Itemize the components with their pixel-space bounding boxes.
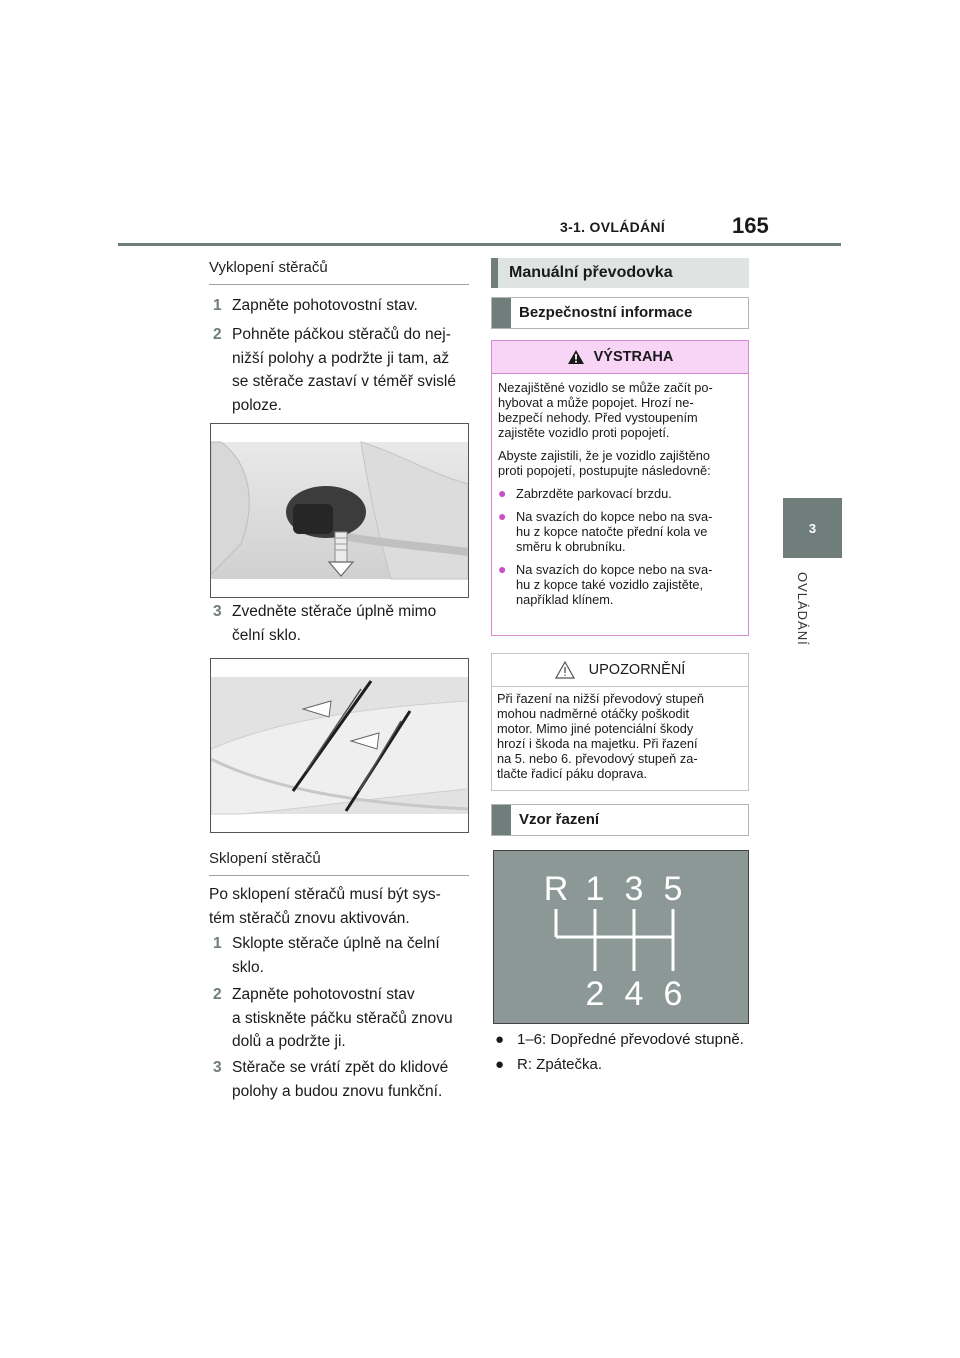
- lower-wipers-heading: Sklopení stěračů: [209, 850, 469, 876]
- chapter-label: OVLÁDÁNÍ: [795, 572, 810, 646]
- bullet-dot-icon: ●: [498, 485, 507, 501]
- warning-bullet: ● Na svazích do kopce nebo na sva- hu z kopce také vozidlo zajistěte, například klínem.: [498, 561, 713, 607]
- wiper-stalk-drawing: [211, 424, 468, 597]
- step-number: 1: [213, 297, 222, 314]
- step-text: Zvedněte stěrače úplně mimo čelní sklo.: [232, 603, 437, 644]
- gear-label-2: 2: [585, 975, 605, 1013]
- lower-step: [213, 1056, 473, 1103]
- raise-step: [213, 600, 473, 647]
- gear-legend-item: ● R: Zpátečka.: [495, 1056, 603, 1073]
- gate-lines: [556, 909, 673, 971]
- safety-info-title: Bezpečnostní informace: [519, 304, 693, 321]
- raise-wipers-heading: Vyklopení stěračů: [209, 259, 469, 285]
- notice-triangle-icon: [555, 661, 575, 679]
- step-text: Zapněte pohotovostní stav.: [232, 297, 418, 314]
- shift-pattern-title: Vzor řazení: [519, 811, 600, 828]
- lower-step: [213, 932, 473, 979]
- chapter-number: 3: [808, 520, 817, 536]
- warning-text: Abyste zajistili, že je vozidlo zajištěno proti popojetí, postupujte následovně:: [498, 448, 711, 478]
- gear-label-4: 4: [624, 975, 644, 1013]
- bullet-dot-icon: ●: [498, 561, 507, 577]
- gear-label-5: 5: [663, 870, 683, 908]
- warning-box: [491, 340, 749, 636]
- step-number: 3: [213, 603, 222, 620]
- gear-label-6: 6: [663, 975, 683, 1013]
- gear-legend-item: ● 1–6: Dopředné převodové stupně.: [495, 1031, 744, 1048]
- bullet-dot-icon: ●: [495, 1056, 505, 1073]
- warning-triangle-icon: [567, 349, 585, 365]
- shift-pattern-heading: [491, 804, 749, 836]
- gear-label-1: 1: [585, 870, 605, 908]
- wiper-stalk-illustration: [210, 423, 469, 598]
- raise-step: [213, 294, 473, 318]
- warning-title: VÝSTRAHA: [593, 348, 674, 365]
- warning-bullet: ● Na svazích do kopce nebo na sva- hu z kopce natočte přední kola ve směru k obrubníku.: [498, 508, 713, 554]
- notice-title: UPOZORNĚNÍ: [588, 661, 686, 678]
- notice-text: Při řazení na nižší převodový stupeň mohou nadměrné otáčky poškodit motor. Mimo jiné potenciální škody hrozí i škoda na majetku. Při řazení na 5. nebo 6. převodový stupeň za- tlačte řadicí páku doprava.: [497, 691, 704, 781]
- step-text: Zapněte pohotovostní stav a stiskněte páčku stěračů znovu dolů a podržte ji.: [232, 986, 453, 1050]
- header-rule: [118, 243, 841, 246]
- chapter-tab[interactable]: [783, 498, 842, 558]
- step-number: 2: [213, 326, 222, 343]
- page-number: 165: [732, 213, 769, 238]
- shift-pattern-drawing: [494, 851, 748, 1023]
- gear-label-3: 3: [624, 870, 644, 908]
- notice-header: [492, 654, 748, 687]
- windshield-drawing: [211, 659, 468, 832]
- gear-label-r: R: [543, 870, 569, 908]
- warning-bullet: ● Zabrzděte parkovací brzdu.: [498, 485, 672, 501]
- raise-step: [213, 323, 473, 417]
- heading-bar: [492, 298, 511, 328]
- wipers-raised-illustration: [210, 658, 469, 833]
- bullet-dot-icon: ●: [495, 1031, 505, 1048]
- bullet-dot-icon: ●: [498, 508, 507, 524]
- step-text: Stěrače se vrátí zpět do klidové polohy a budou znovu funkční.: [232, 1059, 449, 1100]
- safety-info-heading: [491, 297, 749, 329]
- section-title: 3-1. OVLÁDÁNÍ: [560, 219, 666, 235]
- warning-text: Nezajištěné vozidlo se může začít po- hybovat a může popojet. Hrozí ne- bezpečí nehody. Před vystoupením zajistěte vozidlo proti popojetí.: [498, 380, 713, 440]
- heading-bar: [492, 805, 511, 835]
- step-number: 2: [213, 986, 222, 1003]
- lower-intro: Po sklopení stěračů musí být sys- tém stěračů znovu aktivován.: [209, 886, 441, 927]
- notice-box: [491, 653, 749, 791]
- warning-header: [492, 341, 748, 374]
- step-text: Sklopte stěrače úplně na čelní sklo.: [232, 935, 440, 976]
- step-number: 1: [213, 935, 222, 952]
- step-text: Pohněte páčkou stěračů do nej- nižší polohy a podržte ji tam, až se stěrače zastaví v téměř svislé poloze.: [232, 326, 456, 414]
- shift-pattern-diagram: [493, 850, 749, 1024]
- step-number: 3: [213, 1059, 222, 1076]
- manual-transmission-heading: Manuální převodovka: [491, 258, 749, 288]
- lower-step: [213, 983, 473, 1054]
